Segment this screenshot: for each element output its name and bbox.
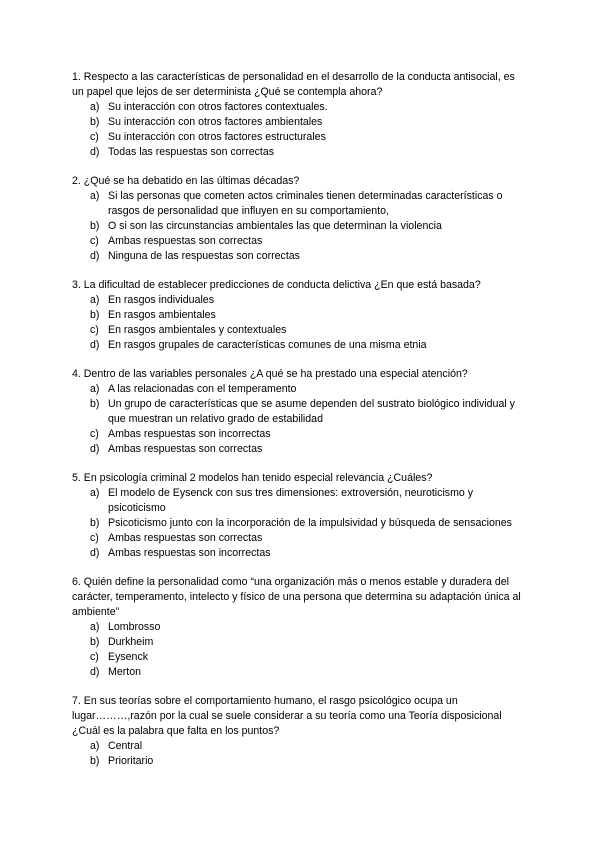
option-letter: b) (90, 517, 100, 529)
option-letter: b) (90, 309, 100, 321)
answer-option (72, 145, 528, 160)
option-text: Prioritario (108, 755, 154, 767)
option-letter: d) (90, 443, 100, 455)
answer-option (72, 249, 528, 264)
option-text: Si las personas que cometen actos criminales tienen determinadas características o rasgos de personalidad que influyen en su comportamiento, (108, 190, 503, 217)
question-text: 5. En psicología criminal 2 modelos han tenido especial relevancia ¿Cuáles? (72, 472, 433, 484)
answer-option (72, 219, 528, 234)
quiz-content (72, 70, 528, 783)
option-text: Central (108, 740, 143, 752)
option-text: Psicoticismo junto con la incorporación de la impulsividad y búsqueda de sensaciones (108, 517, 512, 529)
option-letter: c) (90, 235, 99, 247)
option-letter: c) (90, 532, 99, 544)
answer-option (72, 516, 528, 531)
option-text: Ambas respuestas son correctas (108, 235, 263, 247)
option-letter: c) (90, 651, 99, 663)
question-3 (72, 278, 528, 353)
option-letter: d) (90, 339, 100, 351)
option-text: El modelo de Eysenck con sus tres dimensiones: extroversión, neuroticismo y psicoticismo (108, 487, 474, 514)
question-text: 1. Respecto a las características de personalidad en el desarrollo de la conducta antisocial, es un papel que lejos de ser determinista ¿Qué se contempla ahora? (72, 71, 515, 98)
option-letter: b) (90, 636, 100, 648)
option-letter: b) (90, 398, 100, 410)
option-text: Lombrosso (108, 621, 161, 633)
option-text: En rasgos ambientales (108, 309, 216, 321)
option-letter: d) (90, 547, 100, 559)
question-7 (72, 694, 528, 769)
option-text: Ninguna de las respuestas son correctas (108, 250, 300, 262)
question-text: 2. ¿Qué se ha debatido en las últimas décadas? (72, 175, 300, 187)
option-text: O si son las circunstancias ambientales las que determinan la violencia (108, 220, 442, 232)
answer-option (72, 754, 528, 769)
option-letter: b) (90, 116, 100, 128)
option-letter: b) (90, 220, 100, 232)
answer-options (72, 739, 528, 769)
answer-option (72, 739, 528, 754)
question-text: 6. Quién define la personalidad como “una organización más o menos estable y duradera del carácter, temperamento, intelecto y físico de una persona que determina su adaptación única al ambiente” (72, 576, 521, 618)
option-letter: a) (90, 383, 100, 395)
answer-option (72, 100, 528, 115)
option-letter: c) (90, 428, 99, 440)
answer-option (72, 189, 528, 219)
question-5 (72, 471, 528, 561)
answer-option (72, 338, 528, 353)
option-text: Su interacción con otros factores ambientales (108, 116, 323, 128)
option-text: Ambas respuestas son incorrectas (108, 547, 271, 559)
option-text: En rasgos ambientales y contextuales (108, 324, 287, 336)
question-text: 7. En sus teorías sobre el comportamiento humano, el rasgo psicológico ocupa un lugar………,razón por la cual se suele considerar a su teoría como una Teoría disposicional ¿Cuál es la palabra que falta en los puntos? (72, 695, 502, 737)
option-text: Ambas respuestas son incorrectas (108, 428, 271, 440)
option-text: En rasgos grupales de características comunes de una misma etnia (108, 339, 427, 351)
option-letter: c) (90, 131, 99, 143)
option-text: Durkheim (108, 636, 154, 648)
answer-options (72, 293, 528, 353)
answer-options (72, 100, 528, 160)
answer-option (72, 486, 528, 516)
question-2 (72, 174, 528, 264)
option-letter: c) (90, 324, 99, 336)
answer-option (72, 531, 528, 546)
question-text: 4. Dentro de las variables personales ¿A qué se ha prestado una especial atención? (72, 368, 468, 380)
answer-option (72, 234, 528, 249)
answer-options (72, 620, 528, 680)
option-text: Ambas respuestas son correctas (108, 443, 263, 455)
option-text: Todas las respuestas son correctas (108, 146, 275, 158)
option-text: A las relacionadas con el temperamento (108, 383, 297, 395)
option-letter: d) (90, 250, 100, 262)
option-text: Ambas respuestas son correctas (108, 532, 263, 544)
answer-option (72, 130, 528, 145)
answer-option (72, 427, 528, 442)
option-text: Un grupo de características que se asume dependen del sustrato biológico individual y que muestran un relativo grado de estabilidad (108, 398, 515, 425)
answer-option (72, 308, 528, 323)
answer-option (72, 442, 528, 457)
option-letter: b) (90, 755, 100, 767)
option-letter: d) (90, 146, 100, 158)
option-text: Su interacción con otros factores contextuales. (108, 101, 328, 113)
option-letter: d) (90, 666, 100, 678)
option-text: Merton (108, 666, 141, 678)
answer-option (72, 382, 528, 397)
option-text: Su interacción con otros factores estructurales (108, 131, 326, 143)
answer-option (72, 650, 528, 665)
answer-option (72, 115, 528, 130)
option-letter: a) (90, 190, 100, 202)
option-letter: a) (90, 621, 100, 633)
answer-options (72, 382, 528, 457)
question-4 (72, 367, 528, 457)
answer-options (72, 189, 528, 264)
answer-option (72, 546, 528, 561)
option-text: En rasgos individuales (108, 294, 214, 306)
option-text: Eysenck (108, 651, 149, 663)
question-text: 3. La dificultad de establecer predicciones de conducta delictiva ¿En que está basada? (72, 279, 481, 291)
answer-options (72, 486, 528, 561)
answer-option (72, 620, 528, 635)
option-letter: a) (90, 487, 100, 499)
answer-option (72, 635, 528, 650)
question-1 (72, 70, 528, 160)
answer-option (72, 293, 528, 308)
question-6 (72, 575, 528, 680)
option-letter: a) (90, 740, 100, 752)
answer-option (72, 397, 528, 427)
option-letter: a) (90, 294, 100, 306)
answer-option (72, 323, 528, 338)
option-letter: a) (90, 101, 100, 113)
answer-option (72, 665, 528, 680)
